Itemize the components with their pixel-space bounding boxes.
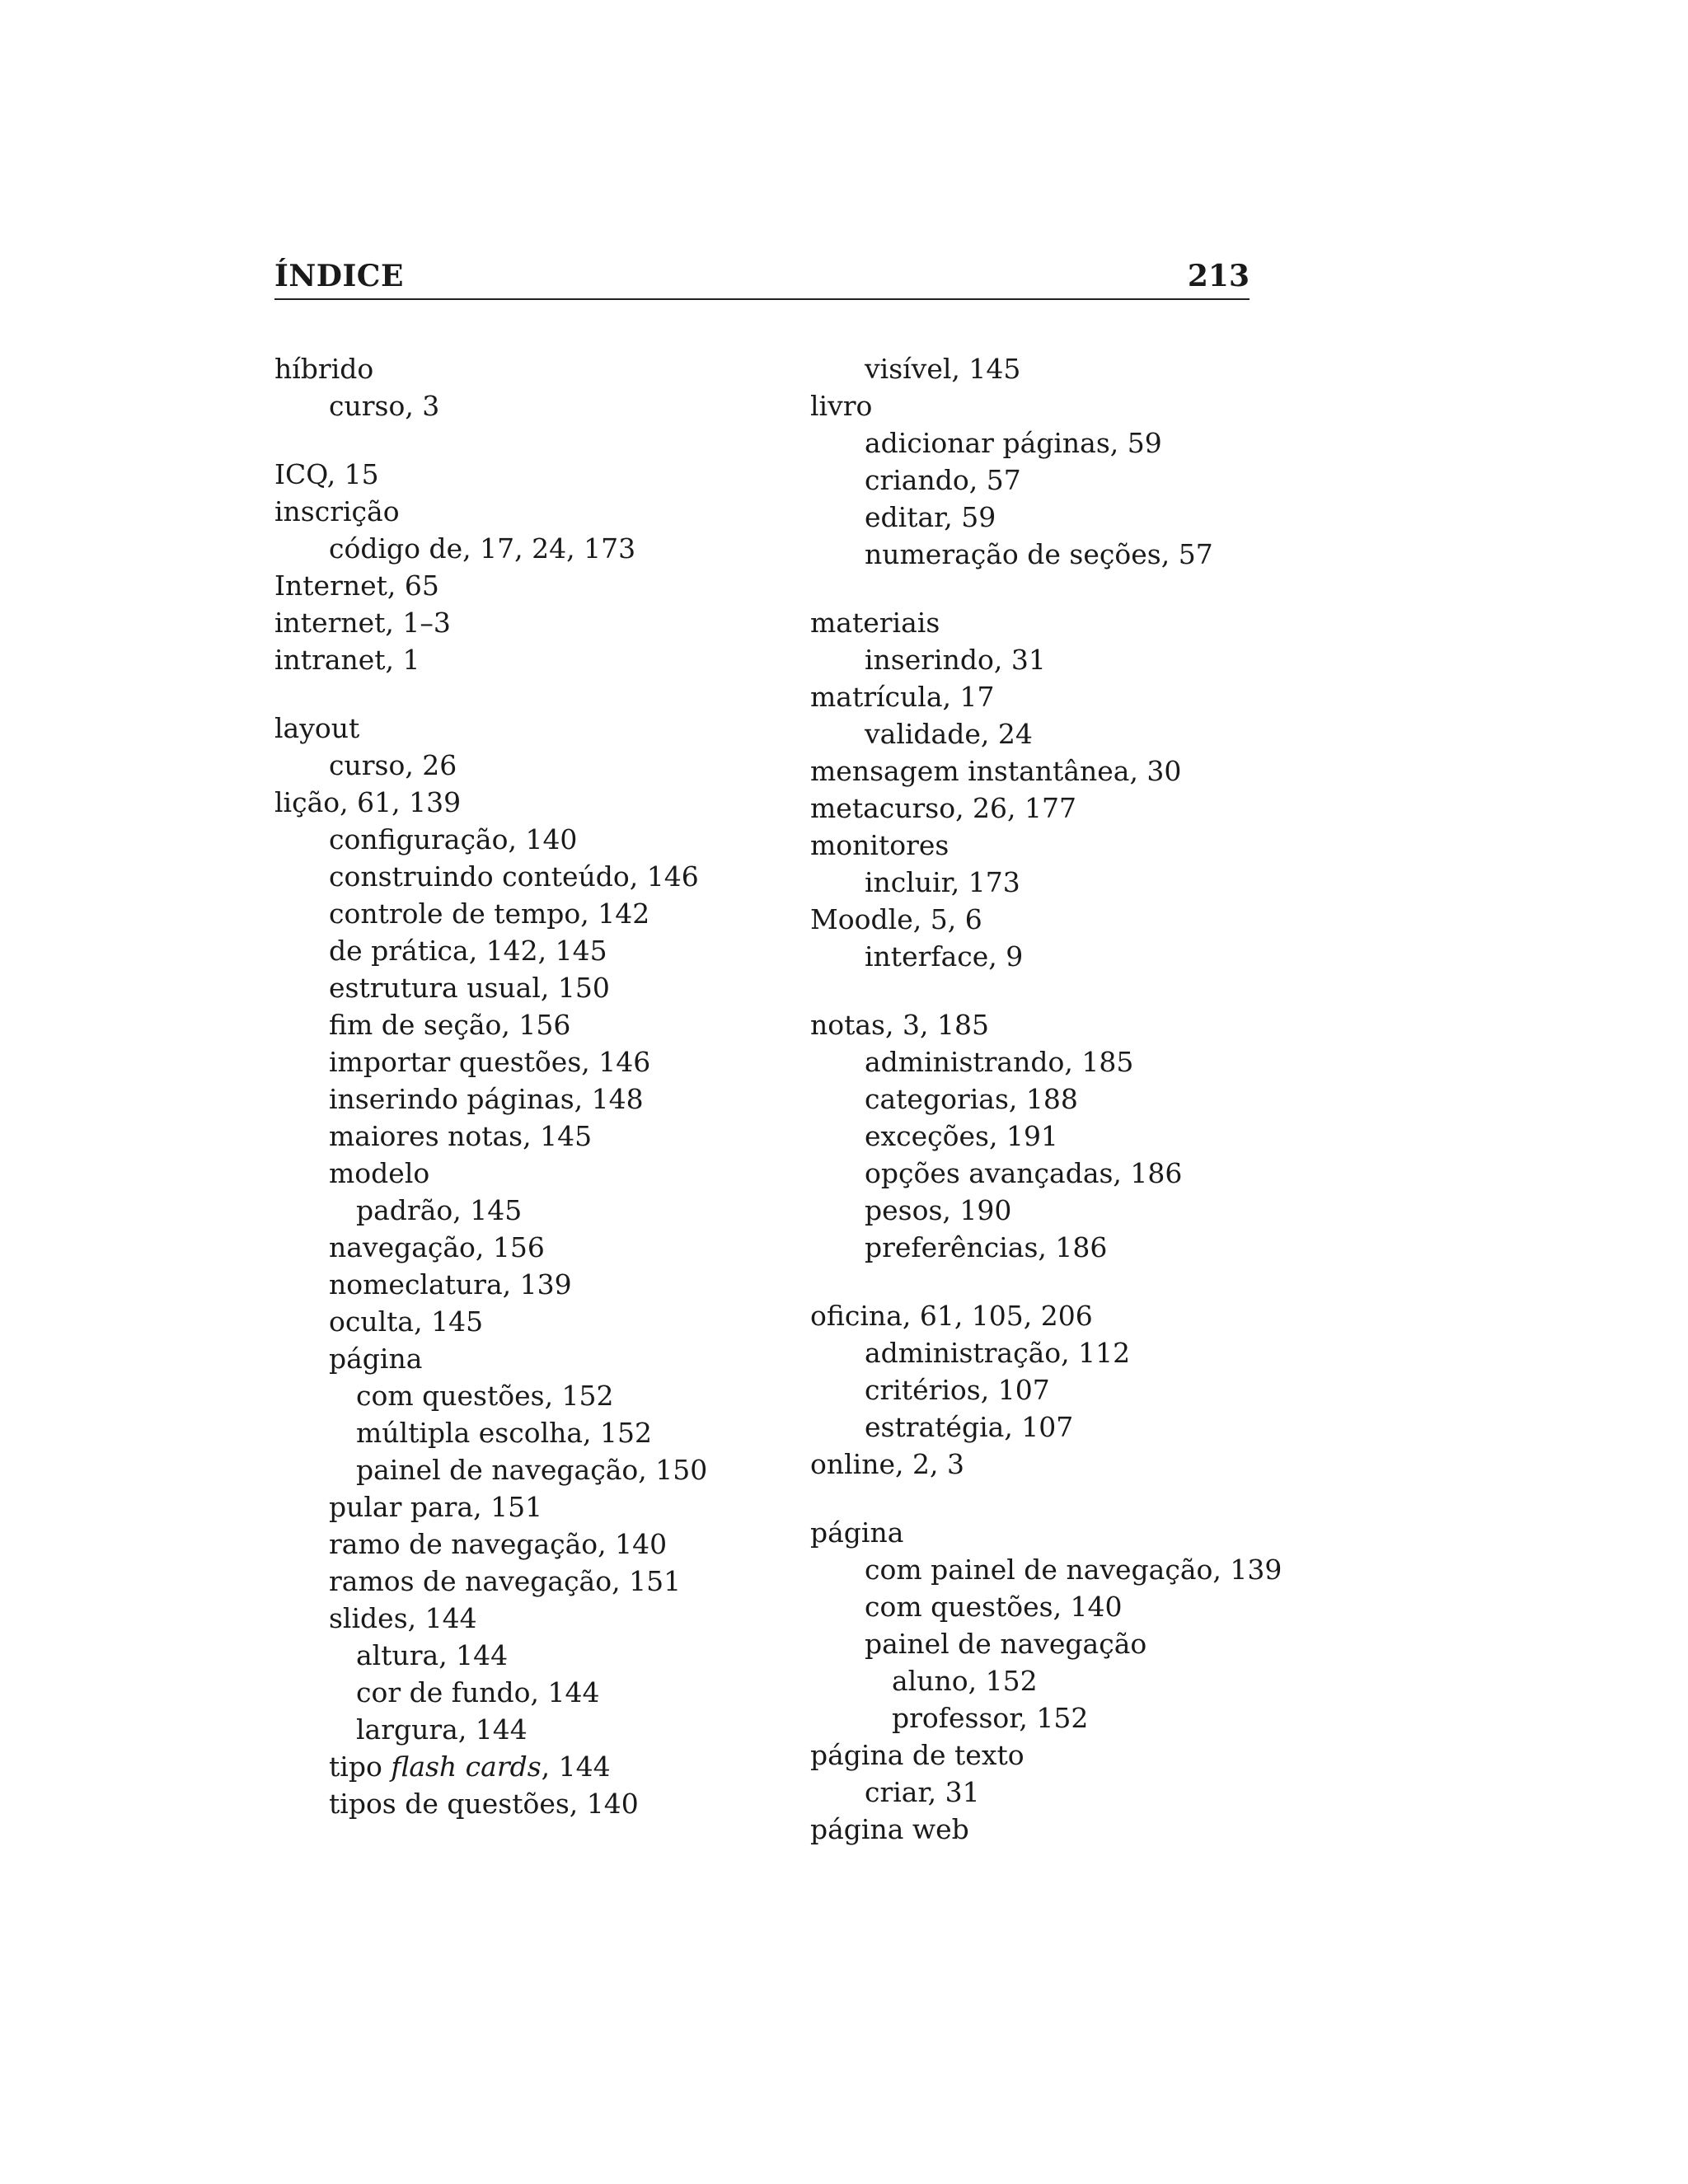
index-subentry: configuração, 140 — [329, 823, 578, 855]
index-subentry: oculta, 145 — [329, 1305, 484, 1338]
index-subentry: numeração de seções, 57 — [865, 538, 1213, 570]
index-subentry: inserindo páginas, 148 — [329, 1083, 644, 1115]
index-subentry: professor, 152 — [892, 1702, 1089, 1734]
index-entry: internet, 1–3 — [274, 607, 451, 639]
index-subentry: padrão, 145 — [356, 1194, 523, 1226]
index-subentry: estratégia, 107 — [865, 1411, 1074, 1443]
index-entry: metacurso, 26, 177 — [810, 792, 1077, 824]
index-subentry: modelo — [329, 1157, 430, 1189]
index-entry: intranet, 1 — [274, 644, 420, 676]
index-subentry: visível, 145 — [865, 353, 1021, 385]
index-entry: matrícula, 17 — [810, 681, 995, 713]
entry-text: , 144 — [541, 1750, 611, 1783]
index-subentry: com painel de navegação, 139 — [865, 1554, 1282, 1586]
index-entry: ICQ, 15 — [274, 458, 379, 490]
index-subentry: tipos de questões, 140 — [329, 1788, 639, 1820]
index-subentry: com questões, 140 — [865, 1591, 1123, 1623]
index-subentry: altura, 144 — [356, 1639, 509, 1671]
index-subentry: controle de tempo, 142 — [329, 898, 650, 930]
index-subentry: largura, 144 — [356, 1713, 528, 1746]
index-entry: online, 2, 3 — [810, 1448, 964, 1480]
index-subentry: construindo conteúdo, 146 — [329, 860, 699, 893]
page-number: 213 — [1187, 259, 1250, 293]
index-entry: página — [810, 1516, 904, 1549]
index-subentry: editar, 59 — [865, 501, 996, 533]
index-subentry: inserindo, 31 — [865, 644, 1046, 676]
index-subentry: navegação, 156 — [329, 1231, 545, 1263]
index-subentry: categorias, 188 — [865, 1083, 1078, 1115]
index-entry: mensagem instantânea, 30 — [810, 755, 1182, 787]
index-subentry: estrutura usual, 150 — [329, 972, 610, 1004]
index-column-left — [274, 350, 785, 1822]
index-subentry: slides, 144 — [329, 1602, 477, 1634]
running-header — [274, 247, 1250, 300]
index-entry: página web — [810, 1813, 969, 1845]
index-subentry: múltipla escolha, 152 — [356, 1417, 653, 1449]
entry-text-italic: flash cards — [391, 1750, 542, 1783]
index-subentry: adicionar páginas, 59 — [865, 427, 1162, 459]
index-subentry: aluno, 152 — [892, 1665, 1038, 1697]
index-entry: Internet, 65 — [274, 569, 439, 602]
index-subentry: opções avançadas, 186 — [865, 1157, 1183, 1189]
index-column-right — [810, 350, 1282, 1848]
header-title: ÍNDICE — [274, 259, 404, 293]
index-subentry: preferências, 186 — [865, 1231, 1108, 1263]
index-subentry: administração, 112 — [865, 1337, 1131, 1369]
index-entry: página de texto — [810, 1739, 1025, 1771]
index-subentry: validade, 24 — [865, 718, 1033, 750]
index-entry: oficina, 61, 105, 206 — [810, 1300, 1093, 1332]
index-subentry: código de, 17, 24, 173 — [329, 532, 636, 565]
index-subentry: ramos de navegação, 151 — [329, 1565, 682, 1597]
index-subentry: importar questões, 146 — [329, 1046, 651, 1078]
index-subentry: painel de navegação — [865, 1628, 1147, 1660]
index-subentry: critérios, 107 — [865, 1374, 1050, 1406]
index-subentry: criar, 31 — [865, 1776, 980, 1808]
index-subentry: curso, 26 — [329, 749, 457, 781]
entry-text: tipo — [329, 1750, 392, 1783]
index-entry: notas, 3, 185 — [810, 1009, 989, 1041]
index-subentry: criando, 57 — [865, 464, 1021, 496]
index-subentry: incluir, 173 — [865, 866, 1020, 898]
index-entry: Moodle, 5, 6 — [810, 903, 982, 935]
index-subentry: interface, 9 — [865, 940, 1024, 972]
index-subentry: página — [329, 1343, 423, 1375]
index-entry: lição, 61, 139 — [274, 786, 462, 818]
index-subentry: ramo de navegação, 140 — [329, 1528, 668, 1560]
index-entry: inscrição — [274, 495, 400, 527]
index-subentry: pular para, 151 — [329, 1491, 543, 1523]
index-subentry: cor de fundo, 144 — [356, 1676, 600, 1708]
index-subentry: pesos, 190 — [865, 1194, 1012, 1226]
index-subentry: com questões, 152 — [356, 1380, 614, 1412]
index-subentry: de prática, 142, 145 — [329, 935, 607, 967]
index-entry: livro — [810, 390, 873, 422]
index-subentry: painel de navegação, 150 — [356, 1454, 708, 1486]
index-entry: materiais — [810, 607, 940, 639]
index-entry: layout — [274, 712, 360, 744]
index-subentry: maiores notas, 145 — [329, 1120, 593, 1152]
index-subentry: exceções, 191 — [865, 1120, 1058, 1152]
index-entry: híbrido — [274, 353, 374, 385]
index-subentry: administrando, 185 — [865, 1046, 1134, 1078]
index-entry: monitores — [810, 829, 950, 861]
index-subentry — [274, 1748, 785, 1785]
index-subentry: curso, 3 — [329, 390, 440, 422]
index-subentry: fim de seção, 156 — [329, 1009, 571, 1041]
index-subentry: nomeclatura, 139 — [329, 1268, 572, 1301]
